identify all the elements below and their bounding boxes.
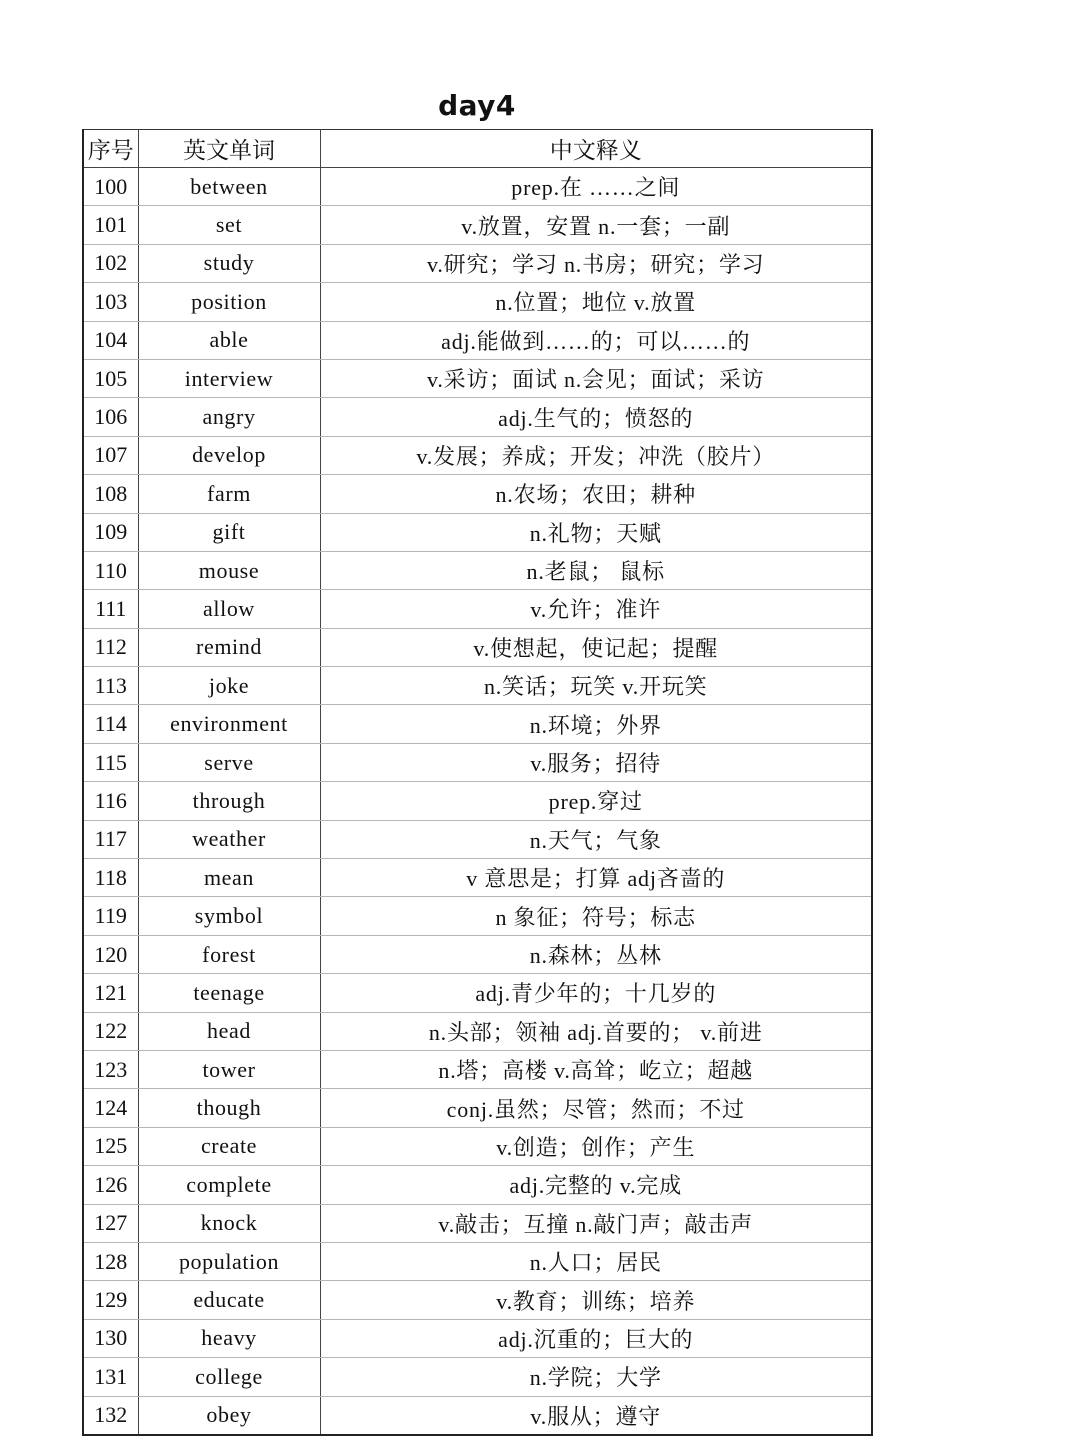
chinese-definition: prep.穿过	[320, 782, 872, 820]
header-number: 序号	[83, 130, 138, 168]
chinese-definition: n 象征；符号；标志	[320, 897, 872, 935]
chinese-definition: adj.能做到……的；可以……的	[320, 321, 872, 359]
table-row	[83, 1242, 872, 1280]
table-row	[83, 590, 872, 628]
chinese-definition: v.服从；遵守	[320, 1396, 872, 1435]
english-word: remind	[138, 628, 320, 666]
english-word: mean	[138, 859, 320, 897]
row-number: 130	[83, 1319, 138, 1357]
english-word: complete	[138, 1166, 320, 1204]
english-word: joke	[138, 667, 320, 705]
row-number: 127	[83, 1204, 138, 1242]
table-row	[83, 436, 872, 474]
row-number: 110	[83, 551, 138, 589]
table-row	[83, 244, 872, 282]
chinese-definition: n.老鼠； 鼠标	[320, 551, 872, 589]
table-header-row	[83, 130, 872, 168]
table-body	[83, 168, 872, 1435]
row-number: 107	[83, 436, 138, 474]
english-word: obey	[138, 1396, 320, 1435]
table-row	[83, 206, 872, 244]
english-word: serve	[138, 743, 320, 781]
row-number: 108	[83, 475, 138, 513]
table-row	[83, 820, 872, 858]
table-row	[83, 1050, 872, 1088]
english-word: develop	[138, 436, 320, 474]
chinese-definition: adj.沉重的；巨大的	[320, 1319, 872, 1357]
chinese-definition: v.敲击；互撞 n.敲门声；敲击声	[320, 1204, 872, 1242]
chinese-definition: n.头部；领袖 adj.首要的； v.前进	[320, 1012, 872, 1050]
table-row	[83, 628, 872, 666]
chinese-definition: n.农场；农田；耕种	[320, 475, 872, 513]
table-row	[83, 1319, 872, 1357]
row-number: 116	[83, 782, 138, 820]
row-number: 118	[83, 859, 138, 897]
row-number: 113	[83, 667, 138, 705]
table-row	[83, 935, 872, 973]
table-row	[83, 743, 872, 781]
row-number: 104	[83, 321, 138, 359]
table-row	[83, 551, 872, 589]
table-row	[83, 513, 872, 551]
english-word: symbol	[138, 897, 320, 935]
row-number: 117	[83, 820, 138, 858]
english-word: through	[138, 782, 320, 820]
row-number: 105	[83, 359, 138, 397]
row-number: 101	[83, 206, 138, 244]
table-row	[83, 321, 872, 359]
table-row	[83, 897, 872, 935]
row-number: 106	[83, 398, 138, 436]
chinese-definition: adj.青少年的；十几岁的	[320, 974, 872, 1012]
english-word: head	[138, 1012, 320, 1050]
page-title: day4	[438, 89, 516, 122]
english-word: forest	[138, 935, 320, 973]
chinese-definition: n.位置；地位 v.放置	[320, 283, 872, 321]
row-number: 124	[83, 1089, 138, 1127]
row-number: 126	[83, 1166, 138, 1204]
english-word: position	[138, 283, 320, 321]
chinese-definition: v.发展；养成；开发；冲洗（胶片）	[320, 436, 872, 474]
chinese-definition: v.使想起，使记起；提醒	[320, 628, 872, 666]
chinese-definition: n.礼物；天赋	[320, 513, 872, 551]
english-word: study	[138, 244, 320, 282]
vocabulary-table	[82, 129, 873, 1436]
english-word: heavy	[138, 1319, 320, 1357]
row-number: 114	[83, 705, 138, 743]
row-number: 103	[83, 283, 138, 321]
english-word: teenage	[138, 974, 320, 1012]
table-row	[83, 475, 872, 513]
row-number: 120	[83, 935, 138, 973]
row-number: 131	[83, 1358, 138, 1396]
chinese-definition: v.创造；创作；产生	[320, 1127, 872, 1165]
english-word: between	[138, 168, 320, 206]
table-row	[83, 1166, 872, 1204]
table-row	[83, 782, 872, 820]
table-row	[83, 1358, 872, 1396]
row-number: 109	[83, 513, 138, 551]
table-row	[83, 859, 872, 897]
row-number: 122	[83, 1012, 138, 1050]
english-word: weather	[138, 820, 320, 858]
row-number: 119	[83, 897, 138, 935]
header-english-word: 英文单词	[138, 130, 320, 168]
table-row	[83, 1204, 872, 1242]
row-number: 121	[83, 974, 138, 1012]
english-word: allow	[138, 590, 320, 628]
chinese-definition: prep.在 ……之间	[320, 168, 872, 206]
chinese-definition: n.学院；大学	[320, 1358, 872, 1396]
table-row	[83, 283, 872, 321]
table-row	[83, 1012, 872, 1050]
chinese-definition: n.人口；居民	[320, 1242, 872, 1280]
english-word: gift	[138, 513, 320, 551]
row-number: 112	[83, 628, 138, 666]
chinese-definition: adj.完整的 v.完成	[320, 1166, 872, 1204]
english-word: environment	[138, 705, 320, 743]
english-word: educate	[138, 1281, 320, 1319]
row-number: 132	[94, 1402, 128, 1428]
row-number: 125	[83, 1127, 138, 1165]
row-number: 123	[83, 1050, 138, 1088]
chinese-definition: n.塔；高楼 v.高耸；屹立；超越	[320, 1050, 872, 1088]
english-word: mouse	[138, 551, 320, 589]
english-word: farm	[138, 475, 320, 513]
row-number: 111	[83, 590, 138, 628]
chinese-definition: v.研究；学习 n.书房；研究；学习	[320, 244, 872, 282]
english-word: population	[138, 1242, 320, 1280]
chinese-definition: v.教育；训练；培养	[320, 1281, 872, 1319]
english-word: tower	[138, 1050, 320, 1088]
row-number: 102	[83, 244, 138, 282]
row-number: 128	[83, 1242, 138, 1280]
english-word: angry	[138, 398, 320, 436]
chinese-definition: v.服务；招待	[320, 743, 872, 781]
table-row	[83, 168, 872, 206]
table-row	[83, 398, 872, 436]
table-row	[83, 1127, 872, 1165]
chinese-definition: v.允许；准许	[320, 590, 872, 628]
english-word: able	[138, 321, 320, 359]
chinese-definition: v 意思是；打算 adj吝啬的	[320, 859, 872, 897]
chinese-definition: n.森林；丛林	[320, 935, 872, 973]
table-row	[83, 667, 872, 705]
table-row	[83, 1396, 872, 1435]
table-row	[83, 974, 872, 1012]
header-chinese-definition: 中文释义	[320, 130, 872, 168]
chinese-definition: v.采访；面试 n.会见；面试；采访	[320, 359, 872, 397]
english-word: though	[138, 1089, 320, 1127]
table-row	[83, 705, 872, 743]
chinese-definition: v.放置，安置 n.一套；一副	[320, 206, 872, 244]
table-row	[83, 359, 872, 397]
chinese-definition: adj.生气的；愤怒的	[320, 398, 872, 436]
english-word: college	[138, 1358, 320, 1396]
chinese-definition: n.环境；外界	[320, 705, 872, 743]
chinese-definition: conj.虽然；尽管；然而；不过	[320, 1089, 872, 1127]
chinese-definition: n.笑话；玩笑 v.开玩笑	[320, 667, 872, 705]
english-word: knock	[138, 1204, 320, 1242]
row-number: 100	[83, 168, 138, 206]
english-word: set	[138, 206, 320, 244]
chinese-definition: n.天气；气象	[320, 820, 872, 858]
english-word: create	[138, 1127, 320, 1165]
row-number: 115	[83, 743, 138, 781]
table-row	[83, 1089, 872, 1127]
english-word: interview	[138, 359, 320, 397]
table-row	[83, 1281, 872, 1319]
row-number: 129	[83, 1281, 138, 1319]
